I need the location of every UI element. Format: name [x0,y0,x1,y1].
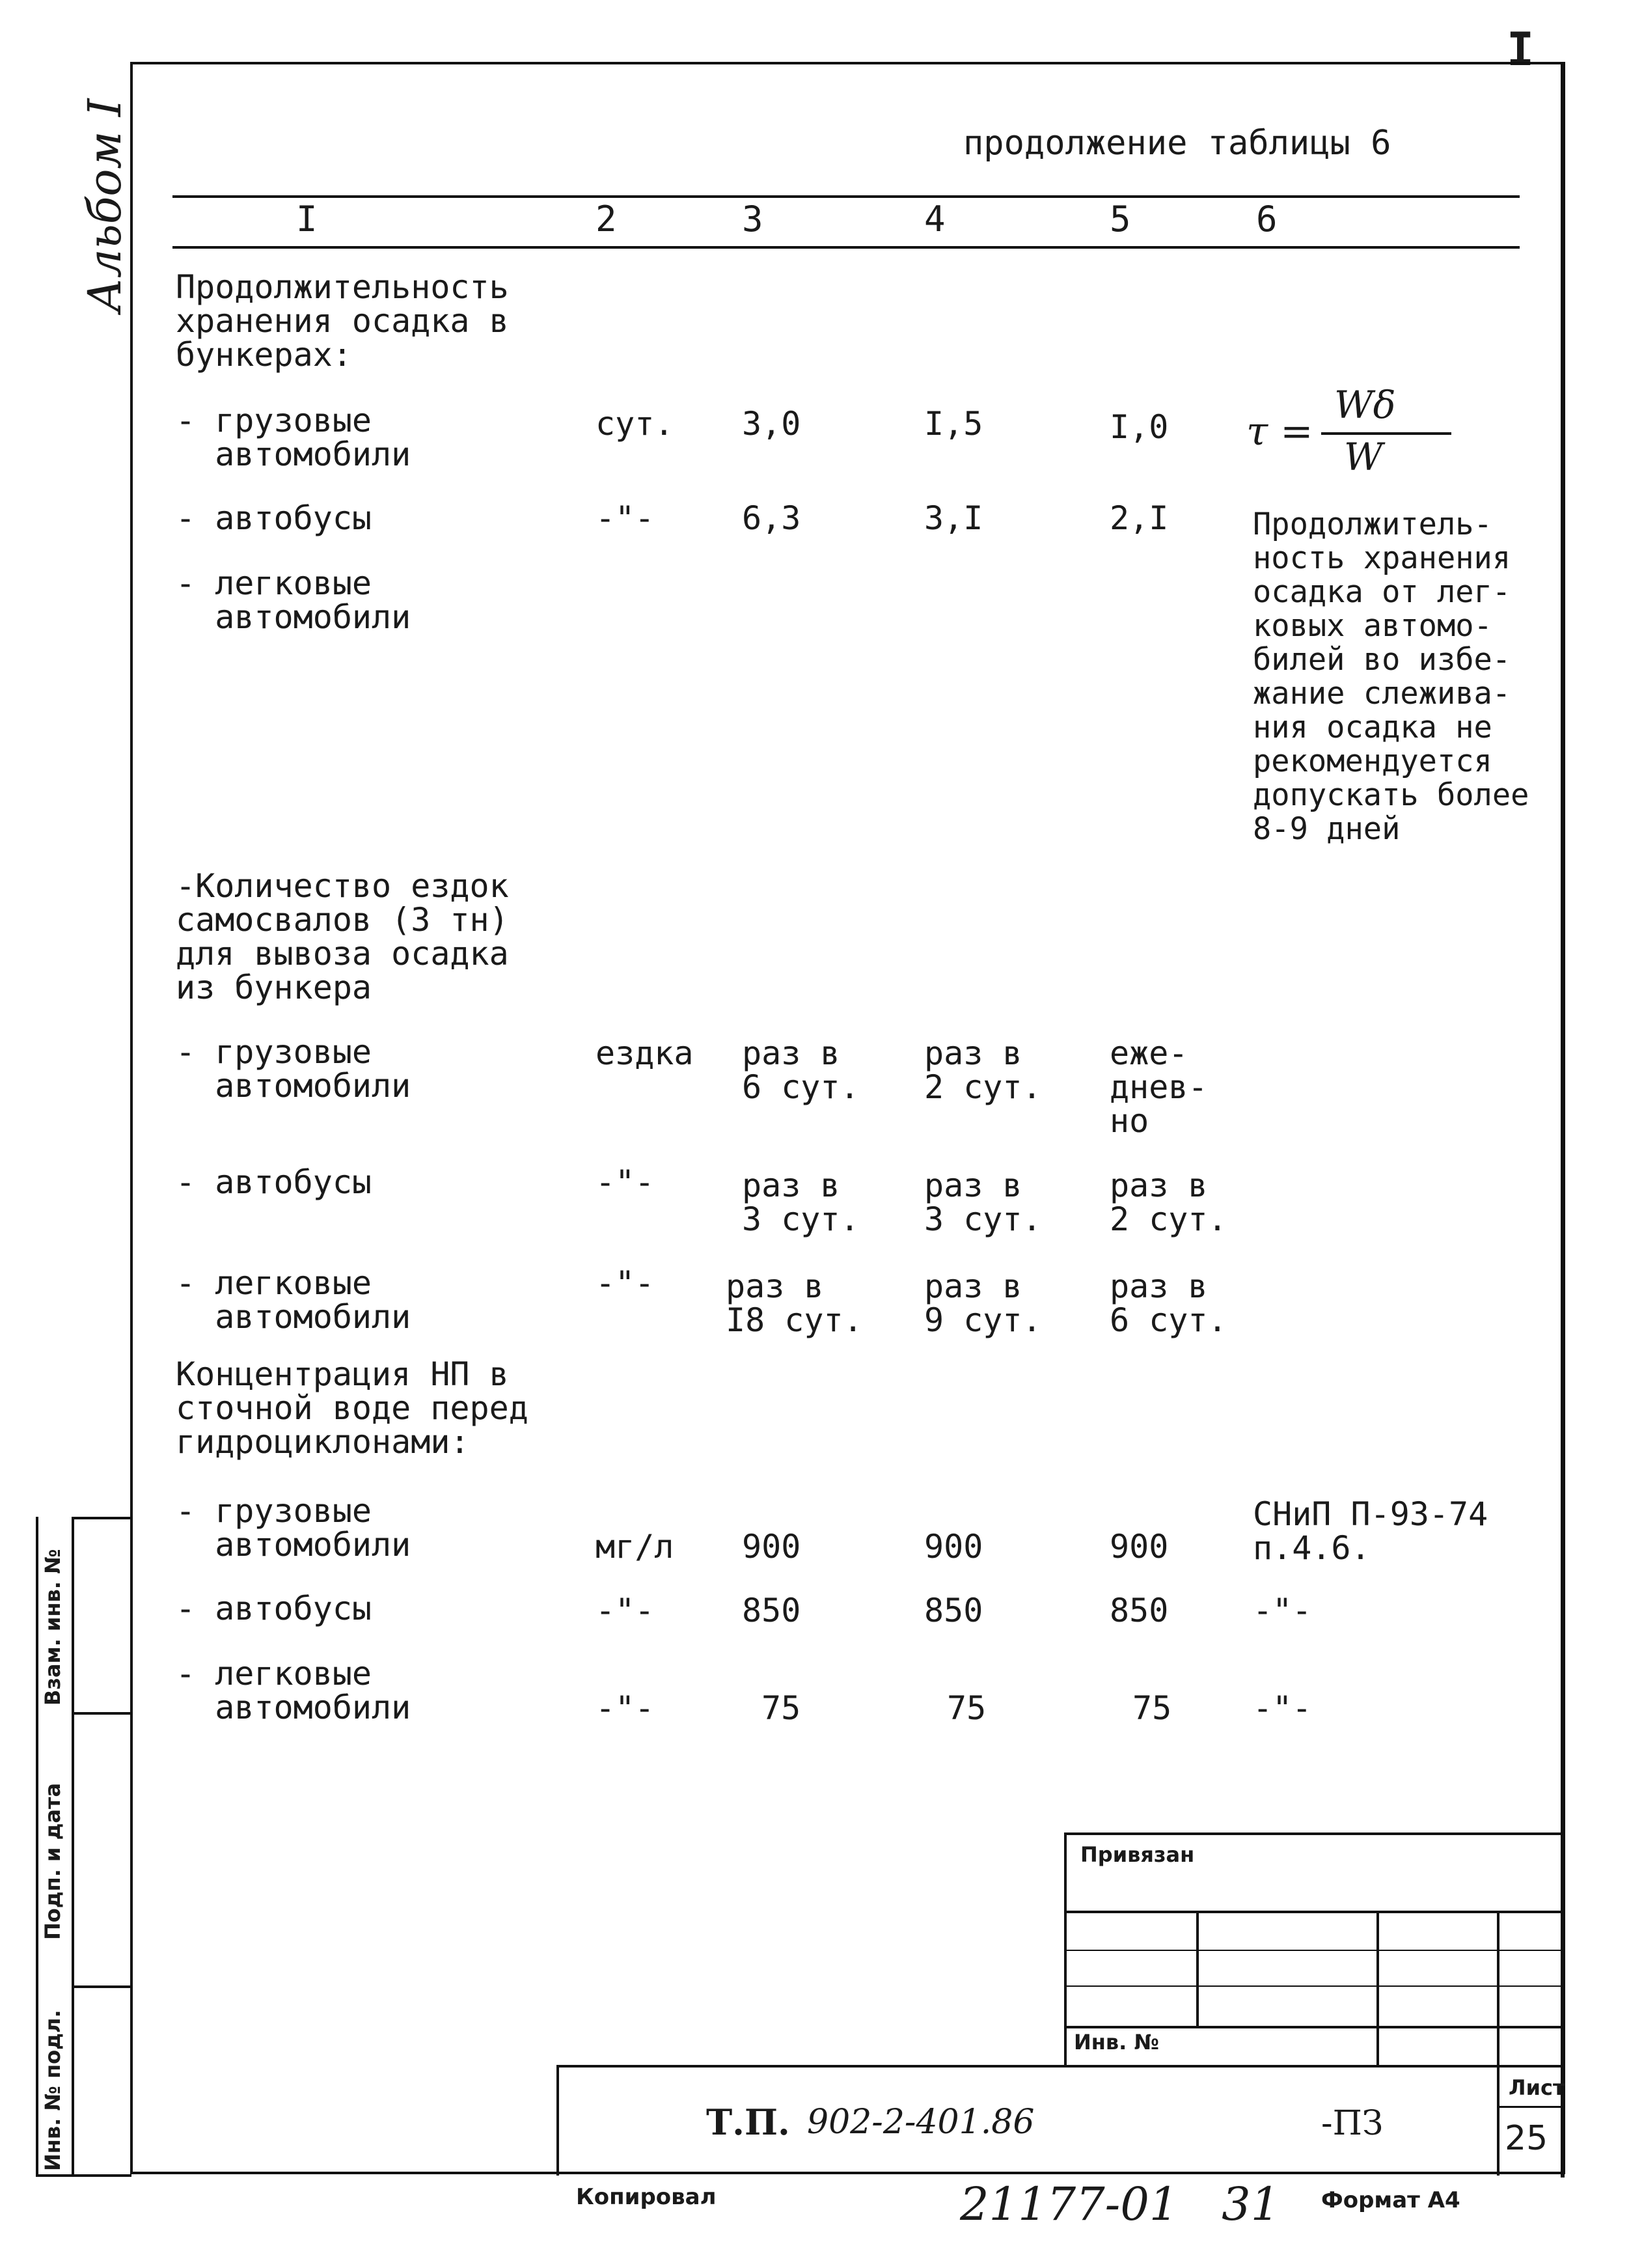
row-name: - легковые автомобили [176,564,411,636]
stamp-rule [1064,2026,1565,2028]
ditto-mark: -"- [1253,1689,1312,1727]
stamp-col [1497,1911,1499,2067]
title-block-left [556,2065,559,2176]
corner-mark: I [1507,23,1535,76]
row-unit: -"- [595,1592,655,1629]
header-bottom-rule [172,246,1520,249]
side-label-inv-podl: Инв. № подл. [40,2010,65,2171]
row-name: - легковые автомобили [176,1655,411,1726]
snip-reference: СНиП П-93-74 п.4.6. [1253,1495,1488,1567]
doc-code-handwritten: 902-2-401.86 [807,2103,1035,2142]
row-value-3: 75 [761,1689,801,1727]
row-value-4: 850 [924,1592,983,1629]
row-name: - легковые автомобили [176,1264,411,1336]
album-label: Альбом I [78,98,131,312]
row-value-5: 2,I [1110,499,1169,537]
stamp-top [1064,1832,1565,1835]
row-value-5: 900 [1110,1528,1169,1566]
col-header-4: 4 [924,199,946,240]
formula-lhs: τ = [1246,409,1313,454]
col-header-5: 5 [1110,199,1131,240]
row-unit: -"- [595,499,655,537]
stamp-rule [1064,1950,1565,1951]
row-unit: мг/л [595,1528,674,1566]
row-name: - грузовые автомобили [176,402,411,473]
row-value-3: раз в I8 сут. [726,1267,863,1339]
row-value-3: раз в 3 сут. [742,1167,860,1238]
stamp-rule [1064,1911,1565,1913]
row-value-4: I,5 [924,405,983,443]
footer-kopiroval: Копировал [576,2184,717,2210]
row-value-5: раз в 6 сут. [1110,1267,1227,1339]
footer-hand-number: 21177-01 31 [960,2178,1280,2231]
ditto-mark: -"- [1253,1592,1312,1629]
row-value-3: 850 [742,1592,801,1629]
formula-fraction-bar [1321,432,1451,435]
row-unit: сут. [595,405,674,443]
formula-denominator: W [1344,435,1383,479]
side-strip-bottom [36,2174,131,2177]
row-value-3: 900 [742,1528,801,1566]
row-name: - грузовые автомобили [176,1492,411,1564]
page-frame [130,62,1565,2174]
side-strip-rule [72,1517,131,1519]
side-label-vzam: Взам. инв. № [40,1549,65,1706]
row-value-5: раз в 2 сут. [1110,1167,1227,1238]
col-header-2: 2 [595,199,617,240]
row-value-4: 3,I [924,499,983,537]
section-trips-title: -Количество ездок самосвалов (3 тн) для вывоза осадка из бункера [176,867,509,1006]
doc-suffix: -ПЗ [1321,2104,1384,2143]
side-strip-outer [36,1517,38,2176]
row-value-5: I,0 [1110,408,1169,446]
row-value-5: 75 [1132,1689,1172,1727]
row-value-5: 850 [1110,1592,1169,1629]
row-value-3: раз в 6 сут. [742,1034,860,1106]
col-header-1: I [296,199,318,240]
row-value-3: 3,0 [742,405,801,443]
col-header-6: 6 [1256,199,1278,240]
row-value-4: 75 [947,1689,987,1727]
row-value-5: еже- днев- но [1110,1034,1208,1140]
sheet-number: 25 [1505,2119,1548,2158]
row-name: - автобусы [176,499,372,537]
formula-numerator: Wδ [1334,383,1396,427]
row-value-4: раз в 2 сут. [924,1034,1042,1106]
side-strip-rule [72,1712,131,1715]
row-value-3: 6,3 [742,499,801,537]
stamp-privyazan: Привязан [1080,1842,1195,1867]
stamp-rule [1064,1985,1565,1987]
doc-code-prefix: Т.П. [706,2101,790,2143]
stamp-col [1376,1911,1379,2067]
stamp-inv-no: Инв. № [1074,2030,1159,2054]
storage-note: Продолжитель- ность хранения осадка от лег- ковых автомо- билей во избе- жание слежива- ния осадка не рекомендуется допускать более 8-9 дней [1253,506,1529,847]
title-block-sheet-divider [1497,2065,1499,2176]
section-conc-title: Концентрация НП в сточной воде перед гидроциклонами: [176,1355,528,1461]
row-unit: -"- [595,1689,655,1727]
table-caption: продолжение таблицы 6 [963,124,1391,163]
footer-format: Формат А4 [1321,2187,1460,2213]
sheet-label: Лист [1509,2075,1565,2100]
title-block-sheet-rule [1497,2106,1565,2108]
title-block-top [556,2065,1565,2067]
col-header-3: 3 [742,199,763,240]
side-strip-rule [72,1985,131,1988]
row-value-4: раз в 3 сут. [924,1167,1042,1238]
row-value-4: раз в 9 сут. [924,1267,1042,1339]
row-value-4: 900 [924,1528,983,1566]
row-unit: ездка [595,1034,694,1072]
row-name: - автобусы [176,1590,372,1627]
row-unit: -"- [595,1163,655,1201]
row-name: - грузовые автомобили [176,1033,411,1105]
row-name: - автобусы [176,1163,372,1201]
side-strip-left [72,1517,74,2174]
section-storage-title: Продолжительность хранения осадка в бункерах: [176,268,509,374]
frame-right-edge [1561,62,1565,2178]
stamp-col [1196,1911,1199,2028]
storage-formula [1246,384,1461,482]
table-top-rule [172,195,1520,198]
side-label-podp: Подп. и дата [40,1782,65,1940]
row-unit: -"- [595,1264,655,1302]
